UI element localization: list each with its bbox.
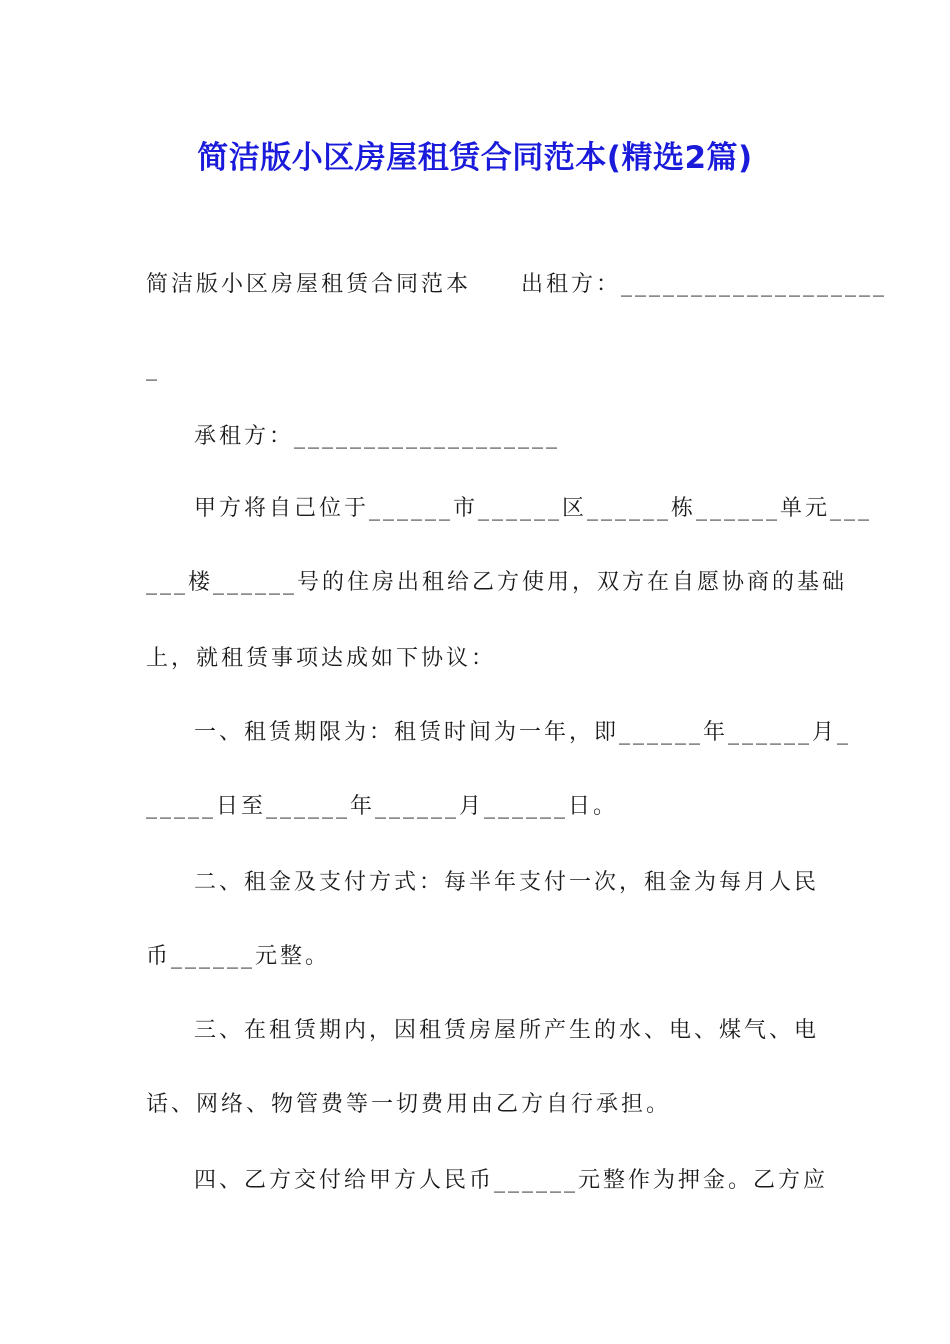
- clause-2-line-1: 二、租金及支付方式：每半年支付一次，租金为每月人民: [194, 870, 820, 895]
- clause-1-line-1: 一、租赁期限为：租赁时间为一年，即______年______月_: [194, 720, 852, 745]
- clause-3-line-2: 话、网络、物管费等一切费用由乙方自行承担。: [146, 1092, 672, 1117]
- paragraph-line-tenant: 承租方：___________________: [194, 424, 561, 449]
- clause-2-line-2: 币______元整。: [146, 944, 331, 969]
- paragraph-line-continuation: _: [146, 356, 160, 381]
- document-title: 简洁版小区房屋租赁合同范本(精选2篇): [197, 140, 753, 176]
- paragraph-line-opening: 简洁版小区房屋租赁合同范本 出租方：___________________: [146, 272, 888, 297]
- clause-4-line-1: 四、乙方交付给甲方人民币______元整作为押金。乙方应: [194, 1168, 829, 1193]
- paragraph-line-property-2: ___楼______号的住房出租给乙方使用，双方在自愿协商的基础: [146, 570, 848, 595]
- clause-3-line-1: 三、在租赁期内，因租赁房屋所产生的水、电、煤气、电: [194, 1018, 820, 1043]
- paragraph-line-property-1: 甲方将自己位于______市______区______栋______单元___: [194, 496, 873, 521]
- clause-1-line-2: _____日至______年______月______日。: [146, 794, 619, 819]
- paragraph-line-property-3: 上，就租赁事项达成如下协议：: [146, 646, 497, 671]
